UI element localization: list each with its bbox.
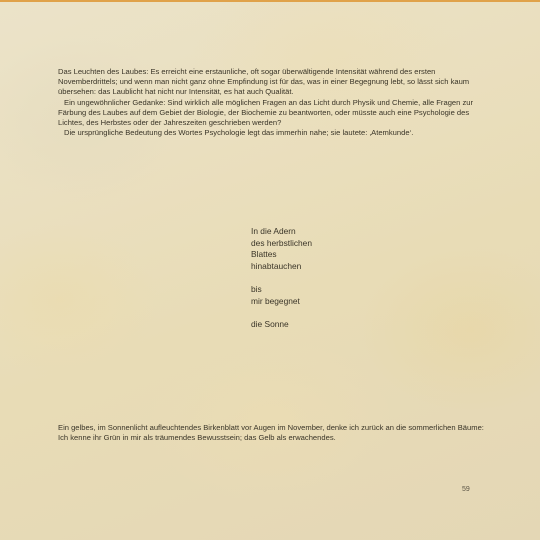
- prose-paragraph-3: Die ursprüngliche Bedeutung des Wortes Psychologie legt das immerhin nahe; sie lautete: ‚Atemkunde‘.: [64, 128, 414, 138]
- poem-line: mir begegnet: [251, 295, 300, 306]
- prose-paragraph-bottom: Ein gelbes, im Sonnenlicht aufleuchtendes Birkenblatt vor Augen im November, denke ich zurück an die sommerlichen Bäume: Ich kenne ihr Grün in mir als träumendes Bewusstsein; das Gelb als erwachendes.: [58, 423, 484, 443]
- prose-paragraph-2: Ein ungewöhnlicher Gedanke: Sind wirklich alle möglichen Fragen an das Licht durch Physik und Chemie, alle Fragen zur Färbung des Laubes auf dem Gebiet der Biologie, der Biochemie zu beantworten, oder müsste auch eine Psychologie des Lichtes, des Herbstes oder der Jahreszeiten geschrieben werden?: [58, 97, 474, 128]
- top-prose-block: [58, 67, 486, 138]
- poem: [251, 226, 312, 330]
- poem-line: des herbstlichen: [251, 237, 312, 248]
- poem-line: hinabtauchen: [251, 260, 302, 271]
- poem-line: die Sonne: [251, 318, 289, 329]
- poem-line: In die Adern: [251, 226, 296, 236]
- stanza-gap: [251, 272, 312, 284]
- top-edge-accent: [0, 0, 540, 2]
- page-number: 59: [462, 486, 470, 493]
- poem-line: Blattes: [251, 249, 277, 260]
- stanza-gap: [251, 307, 312, 319]
- poem-line: bis: [251, 283, 262, 294]
- prose-paragraph-1: Das Leuchten des Laubes: Es erreicht eine erstaunliche, oft sogar überwältigende Intensität während des ersten Novemberdrittels; und wenn man nicht ganz ohne Empfindung ist für das, was in einer Begegnung lebt, so lässt sich kaum übersehen: das Laublicht hat nicht nur Intensität, es hat auch Qualität.: [58, 67, 470, 97]
- bottom-prose-block: [58, 423, 486, 443]
